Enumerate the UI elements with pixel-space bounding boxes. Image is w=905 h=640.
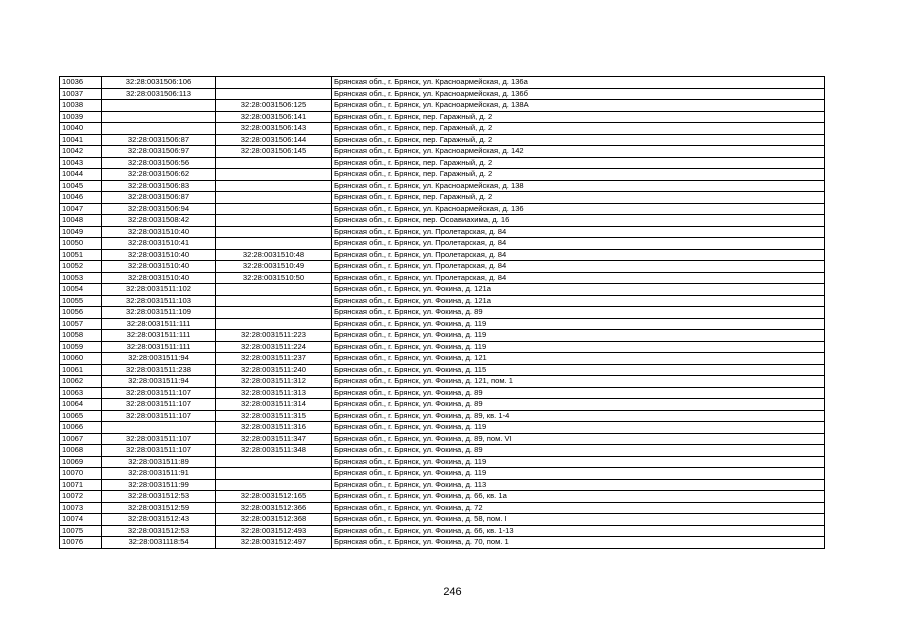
cadastral-number-cell: 32:28:0031511:107 [102, 399, 216, 411]
cadastral-number-cell: 32:28:0031506:62 [102, 169, 216, 181]
related-cadastral-number-cell: 32:28:0031511:314 [216, 399, 332, 411]
table-row [60, 330, 825, 342]
address-cell: Брянская обл., г. Брянск, пер. Гаражный, д. 2 [332, 134, 825, 146]
related-cadastral-number-cell: 32:28:0031511:313 [216, 387, 332, 399]
table-row [60, 433, 825, 445]
row-number-cell: 10056 [60, 307, 102, 319]
cadastral-number-cell [102, 100, 216, 112]
address-cell: Брянская обл., г. Брянск, ул. Фокина, д. 70, пом. 1 [332, 537, 825, 549]
row-number-cell: 10043 [60, 157, 102, 169]
cadastral-number-cell: 32:28:0031511:103 [102, 295, 216, 307]
related-cadastral-number-cell [216, 295, 332, 307]
row-number-cell: 10066 [60, 422, 102, 434]
cadastral-number-cell: 32:28:0031506:97 [102, 146, 216, 158]
row-number-cell: 10067 [60, 433, 102, 445]
table-row [60, 272, 825, 284]
row-number-cell: 10038 [60, 100, 102, 112]
related-cadastral-number-cell: 32:28:0031511:224 [216, 341, 332, 353]
row-number-cell: 10051 [60, 249, 102, 261]
table-row [60, 111, 825, 123]
address-cell: Брянская обл., г. Брянск, ул. Пролетарская, д. 84 [332, 249, 825, 261]
table-row [60, 77, 825, 89]
address-cell: Брянская обл., г. Брянск, ул. Красноармейская, д. 138 [332, 180, 825, 192]
address-cell: Брянская обл., г. Брянск, ул. Пролетарская, д. 84 [332, 238, 825, 250]
related-cadastral-number-cell [216, 180, 332, 192]
table-row [60, 364, 825, 376]
address-cell: Брянская обл., г. Брянск, пер. Гаражный, д. 2 [332, 169, 825, 181]
related-cadastral-number-cell [216, 88, 332, 100]
table-row [60, 468, 825, 480]
related-cadastral-number-cell [216, 203, 332, 215]
row-number-cell: 10059 [60, 341, 102, 353]
related-cadastral-number-cell: 32:28:0031506:144 [216, 134, 332, 146]
related-cadastral-number-cell: 32:28:0031512:368 [216, 514, 332, 526]
row-number-cell: 10058 [60, 330, 102, 342]
address-cell: Брянская обл., г. Брянск, ул. Фокина, д. 89, пом. VI [332, 433, 825, 445]
row-number-cell: 10041 [60, 134, 102, 146]
row-number-cell: 10069 [60, 456, 102, 468]
cadastral-number-cell: 32:28:0031512:59 [102, 502, 216, 514]
table-row [60, 180, 825, 192]
cadastral-number-cell: 32:28:0031511:89 [102, 456, 216, 468]
table-row [60, 502, 825, 514]
related-cadastral-number-cell: 32:28:0031512:165 [216, 491, 332, 503]
address-cell: Брянская обл., г. Брянск, ул. Фокина, д. 121а [332, 295, 825, 307]
cadastral-number-cell: 32:28:0031510:40 [102, 226, 216, 238]
cadastral-number-cell: 32:28:0031510:40 [102, 272, 216, 284]
row-number-cell: 10074 [60, 514, 102, 526]
cadastral-number-cell: 32:28:0031506:56 [102, 157, 216, 169]
row-number-cell: 10060 [60, 353, 102, 365]
table-row [60, 353, 825, 365]
address-cell: Брянская обл., г. Брянск, пер. Гаражный, д. 2 [332, 111, 825, 123]
address-cell: Брянская обл., г. Брянск, ул. Фокина, д. 119 [332, 456, 825, 468]
table-row [60, 134, 825, 146]
address-cell: Брянская обл., г. Брянск, ул. Фокина, д. 66, кв. 1а [332, 491, 825, 503]
table-row [60, 491, 825, 503]
cadastral-number-cell: 32:28:0031511:109 [102, 307, 216, 319]
address-cell: Брянская обл., г. Брянск, ул. Фокина, д. 121, пом. 1 [332, 376, 825, 388]
related-cadastral-number-cell: 32:28:0031510:49 [216, 261, 332, 273]
cadastral-number-cell: 32:28:0031510:40 [102, 249, 216, 261]
row-number-cell: 10054 [60, 284, 102, 296]
cadastral-number-cell: 32:28:0031118:54 [102, 537, 216, 549]
table-row [60, 318, 825, 330]
table-row [60, 157, 825, 169]
address-cell: Брянская обл., г. Брянск, ул. Пролетарская, д. 84 [332, 226, 825, 238]
table-row [60, 284, 825, 296]
cadastral-number-cell: 32:28:0031511:94 [102, 353, 216, 365]
row-number-cell: 10068 [60, 445, 102, 457]
address-cell: Брянская обл., г. Брянск, ул. Фокина, д. 119 [332, 422, 825, 434]
table-row [60, 525, 825, 537]
row-number-cell: 10037 [60, 88, 102, 100]
address-cell: Брянская обл., г. Брянск, ул. Пролетарская, д. 84 [332, 272, 825, 284]
row-number-cell: 10057 [60, 318, 102, 330]
related-cadastral-number-cell [216, 318, 332, 330]
table-row [60, 100, 825, 112]
table-row [60, 410, 825, 422]
row-number-cell: 10063 [60, 387, 102, 399]
row-number-cell: 10062 [60, 376, 102, 388]
related-cadastral-number-cell [216, 226, 332, 238]
page-number: 246 [443, 586, 462, 598]
related-cadastral-number-cell [216, 284, 332, 296]
cadastral-number-cell: 32:28:0031510:40 [102, 261, 216, 273]
cadastral-number-cell: 32:28:0031508:42 [102, 215, 216, 227]
related-cadastral-number-cell: 32:28:0031506:145 [216, 146, 332, 158]
table-row [60, 226, 825, 238]
related-cadastral-number-cell [216, 238, 332, 250]
row-number-cell: 10047 [60, 203, 102, 215]
table-row [60, 456, 825, 468]
cadastral-number-cell: 32:28:0031506:113 [102, 88, 216, 100]
cadastral-number-cell [102, 123, 216, 135]
related-cadastral-number-cell: 32:28:0031511:237 [216, 353, 332, 365]
row-number-cell: 10076 [60, 537, 102, 549]
cadastral-number-cell: 32:28:0031506:83 [102, 180, 216, 192]
address-cell: Брянская обл., г. Брянск, ул. Фокина, д. 89 [332, 399, 825, 411]
related-cadastral-number-cell [216, 215, 332, 227]
cadastral-number-cell: 32:28:0031506:87 [102, 134, 216, 146]
row-number-cell: 10046 [60, 192, 102, 204]
address-cell: Брянская обл., г. Брянск, пер. Гаражный, д. 2 [332, 192, 825, 204]
table-row [60, 215, 825, 227]
cadastral-number-cell: 32:28:0031511:99 [102, 479, 216, 491]
cadastral-number-cell: 32:28:0031512:53 [102, 525, 216, 537]
cadastral-number-cell: 32:28:0031510:41 [102, 238, 216, 250]
table-row [60, 261, 825, 273]
related-cadastral-number-cell [216, 479, 332, 491]
address-cell: Брянская обл., г. Брянск, ул. Фокина, д. 121 [332, 353, 825, 365]
row-number-cell: 10055 [60, 295, 102, 307]
row-number-cell: 10040 [60, 123, 102, 135]
cadastral-number-cell: 32:28:0031511:102 [102, 284, 216, 296]
table-row [60, 146, 825, 158]
related-cadastral-number-cell [216, 77, 332, 89]
address-cell: Брянская обл., г. Брянск, пер. Осоавиахима, д. 16 [332, 215, 825, 227]
row-number-cell: 10065 [60, 410, 102, 422]
address-cell: Брянская обл., г. Брянск, ул. Красноармейская, д. 138А [332, 100, 825, 112]
table-row [60, 445, 825, 457]
address-cell: Брянская обл., г. Брянск, ул. Фокина, д. 119 [332, 341, 825, 353]
address-cell: Брянская обл., г. Брянск, ул. Фокина, д. 115 [332, 364, 825, 376]
table-row [60, 203, 825, 215]
related-cadastral-number-cell: 32:28:0031511:240 [216, 364, 332, 376]
row-number-cell: 10070 [60, 468, 102, 480]
related-cadastral-number-cell [216, 169, 332, 181]
row-number-cell: 10072 [60, 491, 102, 503]
table-row [60, 238, 825, 250]
address-cell: Брянская обл., г. Брянск, ул. Фокина, д. 89 [332, 307, 825, 319]
table-row [60, 88, 825, 100]
related-cadastral-number-cell: 32:28:0031511:348 [216, 445, 332, 457]
cadastral-number-cell: 32:28:0031511:238 [102, 364, 216, 376]
related-cadastral-number-cell [216, 307, 332, 319]
related-cadastral-number-cell: 32:28:0031511:316 [216, 422, 332, 434]
address-cell: Брянская обл., г. Брянск, ул. Фокина, д. 121а [332, 284, 825, 296]
row-number-cell: 10071 [60, 479, 102, 491]
row-number-cell: 10064 [60, 399, 102, 411]
row-number-cell: 10049 [60, 226, 102, 238]
cadastral-number-cell: 32:28:0031511:107 [102, 445, 216, 457]
table-row [60, 295, 825, 307]
row-number-cell: 10036 [60, 77, 102, 89]
cadastral-number-cell: 32:28:0031511:107 [102, 387, 216, 399]
address-cell: Брянская обл., г. Брянск, ул. Красноармейская, д. 142 [332, 146, 825, 158]
cadastral-number-cell: 32:28:0031511:91 [102, 468, 216, 480]
table-row [60, 307, 825, 319]
table-row [60, 479, 825, 491]
address-cell: Брянская обл., г. Брянск, ул. Красноармейская, д. 136а [332, 77, 825, 89]
table-row [60, 123, 825, 135]
table-row [60, 514, 825, 526]
address-cell: Брянская обл., г. Брянск, ул. Фокина, д. 58, пом. I [332, 514, 825, 526]
address-cell: Брянская обл., г. Брянск, ул. Красноармейская, д. 136б [332, 88, 825, 100]
related-cadastral-number-cell [216, 456, 332, 468]
cadastral-number-cell: 32:28:0031511:111 [102, 341, 216, 353]
table-row [60, 537, 825, 549]
row-number-cell: 10050 [60, 238, 102, 250]
related-cadastral-number-cell: 32:28:0031510:50 [216, 272, 332, 284]
table-row [60, 376, 825, 388]
related-cadastral-number-cell [216, 192, 332, 204]
cadastral-number-cell: 32:28:0031511:107 [102, 433, 216, 445]
row-number-cell: 10039 [60, 111, 102, 123]
cadastral-number-cell: 32:28:0031506:87 [102, 192, 216, 204]
table-row [60, 249, 825, 261]
address-cell: Брянская обл., г. Брянск, ул. Пролетарская, д. 84 [332, 261, 825, 273]
related-cadastral-number-cell: 32:28:0031512:493 [216, 525, 332, 537]
cadastral-number-cell: 32:28:0031512:53 [102, 491, 216, 503]
row-number-cell: 10048 [60, 215, 102, 227]
cadastral-number-cell: 32:28:0031512:43 [102, 514, 216, 526]
related-cadastral-number-cell: 32:28:0031506:143 [216, 123, 332, 135]
related-cadastral-number-cell [216, 468, 332, 480]
address-cell: Брянская обл., г. Брянск, пер. Гаражный, д. 2 [332, 157, 825, 169]
cadastral-number-cell: 32:28:0031511:111 [102, 318, 216, 330]
cadastral-number-cell [102, 111, 216, 123]
cadastral-number-cell: 32:28:0031511:107 [102, 410, 216, 422]
table-row [60, 387, 825, 399]
address-cell: Брянская обл., г. Брянск, ул. Фокина, д. 66, кв. 1-13 [332, 525, 825, 537]
registry-table-body [60, 77, 825, 549]
row-number-cell: 10073 [60, 502, 102, 514]
related-cadastral-number-cell: 32:28:0031512:497 [216, 537, 332, 549]
row-number-cell: 10061 [60, 364, 102, 376]
address-cell: Брянская обл., г. Брянск, ул. Фокина, д. 72 [332, 502, 825, 514]
cadastral-number-cell [102, 422, 216, 434]
related-cadastral-number-cell: 32:28:0031511:312 [216, 376, 332, 388]
related-cadastral-number-cell: 32:28:0031512:366 [216, 502, 332, 514]
table-row [60, 192, 825, 204]
table-row [60, 399, 825, 411]
address-cell: Брянская обл., г. Брянск, ул. Фокина, д. 119 [332, 468, 825, 480]
related-cadastral-number-cell [216, 157, 332, 169]
related-cadastral-number-cell: 32:28:0031511:315 [216, 410, 332, 422]
address-cell: Брянская обл., г. Брянск, ул. Фокина, д. 89 [332, 387, 825, 399]
registry-table [59, 76, 825, 549]
cadastral-number-cell: 32:28:0031506:106 [102, 77, 216, 89]
address-cell: Брянская обл., г. Брянск, ул. Фокина, д. 89 [332, 445, 825, 457]
row-number-cell: 10075 [60, 525, 102, 537]
address-cell: Брянская обл., г. Брянск, пер. Гаражный, д. 2 [332, 123, 825, 135]
address-cell: Брянская обл., г. Брянск, ул. Фокина, д. 119 [332, 330, 825, 342]
related-cadastral-number-cell: 32:28:0031511:223 [216, 330, 332, 342]
row-number-cell: 10042 [60, 146, 102, 158]
related-cadastral-number-cell: 32:28:0031511:347 [216, 433, 332, 445]
cadastral-number-cell: 32:28:0031506:94 [102, 203, 216, 215]
address-cell: Брянская обл., г. Брянск, ул. Фокина, д. 119 [332, 318, 825, 330]
row-number-cell: 10045 [60, 180, 102, 192]
address-cell: Брянская обл., г. Брянск, ул. Красноармейская, д. 136 [332, 203, 825, 215]
table-row [60, 169, 825, 181]
cadastral-number-cell: 32:28:0031511:94 [102, 376, 216, 388]
row-number-cell: 10052 [60, 261, 102, 273]
cadastral-number-cell: 32:28:0031511:111 [102, 330, 216, 342]
table-row [60, 422, 825, 434]
related-cadastral-number-cell: 32:28:0031506:125 [216, 100, 332, 112]
row-number-cell: 10044 [60, 169, 102, 181]
table-row [60, 341, 825, 353]
address-cell: Брянская обл., г. Брянск, ул. Фокина, д. 113 [332, 479, 825, 491]
related-cadastral-number-cell: 32:28:0031510:48 [216, 249, 332, 261]
related-cadastral-number-cell: 32:28:0031506:141 [216, 111, 332, 123]
row-number-cell: 10053 [60, 272, 102, 284]
address-cell: Брянская обл., г. Брянск, ул. Фокина, д. 89, кв. 1-4 [332, 410, 825, 422]
